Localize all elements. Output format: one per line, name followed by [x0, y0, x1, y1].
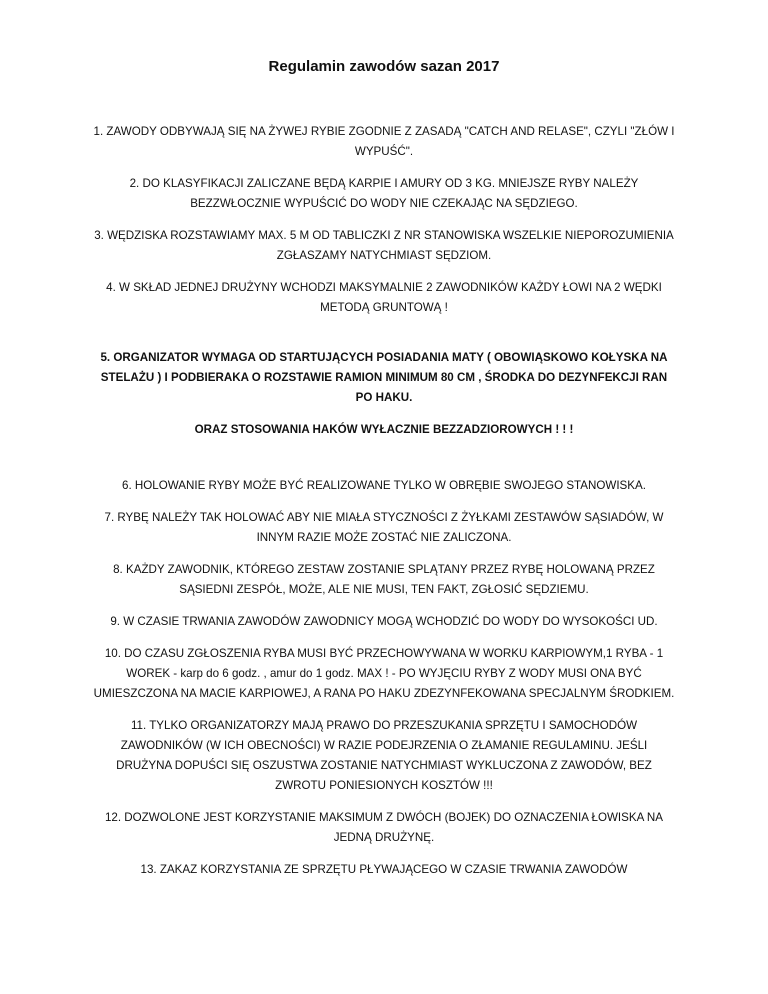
rule-8: 8. KAŻDY ZAWODNIK, KTÓREGO ZESTAW ZOSTANIE SPLĄTANY PRZEZ RYBĘ HOLOWANĄ PRZEZ SĄSIEDNI ZESPÓŁ, MOŻE, ALE NIE MUSI, TEN FAKT, ZGŁOSIĆ SĘDZIEMU.	[113, 563, 655, 596]
rules-list	[92, 122, 676, 892]
rule-12: 12. DOZWOLONE JEST KORZYSTANIE MAKSIMUM Z DWÓCH (BOJEK) DO OZNACZENIA ŁOWISKA NA JEDNĄ DRUŻYNĘ.	[104, 811, 664, 844]
rule-13: 13. ZAKAZ KORZYSTANIA ZE SPRZĘTU PŁYWAJĄCEGO W CZASIE TRWANIA ZAWODÓW	[140, 863, 628, 876]
rule-11: 11. TYLKO ORGANIZATORZY MAJĄ PRAWO DO PRZESZUKANIA SPRZĘTU I SAMOCHODÓW ZAWODNIKÓW (W ICH OBECNOŚCI) W RAZIE PODEJRZENIA O ZŁAMANIE REGULAMINU. JEŚLI DRUŻYNA DOPUŚCI SIĘ OSZUSTWA ZOSTANIE NATYCHMIAST WYKLUCZONA Z ZAWODÓW, BEZ ZWROTU PONIESIONYCH KOSZTÓW !!!	[116, 719, 652, 792]
rule-10: 10. DO CZASU ZGŁOSZENIA RYBA MUSI BYĆ PRZECHOWYWANA W WORKU KARPIOWYM,1 RYBA - 1 WOREK - karp do 6 godz. , amur do 1 godz. MAX ! - PO WYJĘCIU RYBY Z WODY MUSI ONA BYĆ UMIESZCZONA NA MACIE KARPIOWEJ, A RANA PO HAKU ZDEZYNFEKOWANA SPECJALNYM ŚRODKIEM.	[93, 647, 675, 700]
rule-6: 6. HOLOWANIE RYBY MOŻE BYĆ REALIZOWANE TYLKO W OBRĘBIE SWOJEGO STANOWISKA.	[122, 479, 646, 492]
rule-1: 1. ZAWODY ODBYWAJĄ SIĘ NA ŻYWEJ RYBIE ZGODNIE Z ZASADĄ "CATCH AND RELASE", CZYLI "ZŁÓW I WYPUŚĆ".	[93, 125, 675, 158]
rule-4: 4. W SKŁAD JEDNEJ DRUŻYNY WCHODZI MAKSYMALNIE 2 ZAWODNIKÓW KAŻDY ŁOWI NA 2 WĘDKI METODĄ GRUNTOWĄ !	[106, 281, 662, 314]
rule-7: 7. RYBĘ NALEŻY TAK HOLOWAĆ ABY NIE MIAŁA STYCZNOŚCI Z ŻYŁKAMI ZESTAWÓW SĄSIADÓW, W INNYM RAZIE MOŻE ZOSTAĆ NIE ZALICZONA.	[104, 511, 664, 544]
rule-5: 5. ORGANIZATOR WYMAGA OD STARTUJĄCYCH POSIADANIA MATY ( OBOWIĄSKOWO KOŁYSKA NA STELAŻU ) I PODBIERAKA O ROZSTAWIE RAMION MINIMUM 80 CM , ŚRODKA DO DEZYNFEKCJI RAN PO HAKU.	[100, 351, 668, 404]
document-title: Regulamin zawodów sazan 2017	[268, 58, 500, 75]
rule-5-hooks-note: ORAZ STOSOWANIA HAKÓW WYŁACZNIE BEZZADZIOROWYCH ! ! !	[194, 423, 574, 436]
rule-9: 9. W CZASIE TRWANIA ZAWODÓW ZAWODNICY MOGĄ WCHODZIĆ DO WODY DO WYSOKOŚCI UD.	[110, 615, 658, 628]
rule-3: 3. WĘDZISKA ROZSTAWIAMY MAX. 5 M OD TABLICZKI Z NR STANOWISKA WSZELKIE NIEPOROZUMIENIA ZGŁASZAMY NATYCHMIAST SĘDZIOM.	[94, 229, 674, 262]
rule-2: 2. DO KLASYFIKACJI ZALICZANE BĘDĄ KARPIE I AMURY OD 3 KG. MNIEJSZE RYBY NALEŻY BEZZWŁOCZNIE WYPUŚCIĆ DO WODY NIE CZEKAJĄC NA SĘDZIEGO.	[129, 177, 639, 210]
